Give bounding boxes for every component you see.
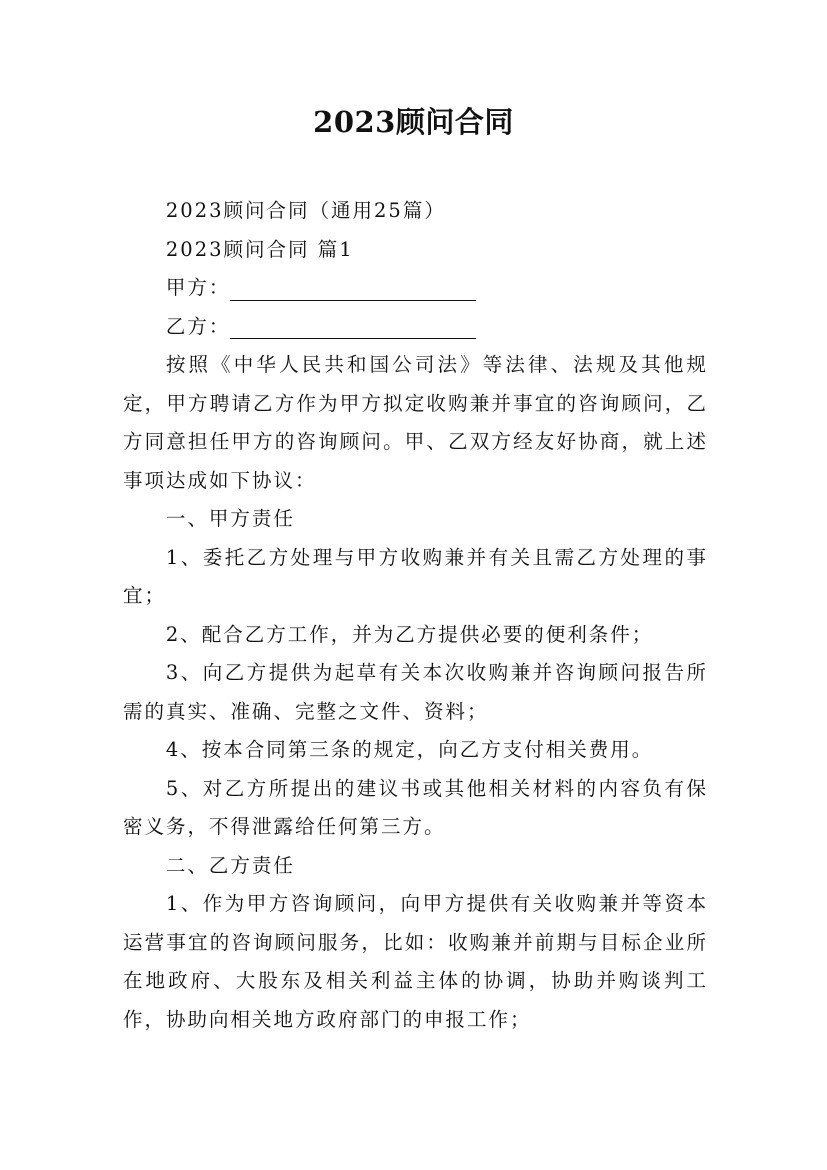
clause-1-title: 一、甲方责任	[165, 507, 295, 530]
clause-1-item: 5、对乙方所提出的建议书或其他相关材料的内容负有保密义务，不得泄露给任何第三方。	[123, 776, 708, 838]
clause-1-item: 3、向乙方提供为起草有关本次收购兼并咨询顾问报告所需的真实、准确、完整之文件、资料；	[123, 661, 708, 723]
clause-2-title: 二、乙方责任	[165, 853, 295, 877]
party-a-label: 甲方：	[165, 276, 231, 299]
clause-1-item: 4、按本合同第三条的规定，向乙方支付相关费用。	[165, 738, 654, 761]
party-b-line	[123, 308, 708, 347]
party-a-line	[123, 269, 708, 308]
document-subtitle: 2023顾问合同（通用25篇）	[165, 199, 446, 222]
intro-paragraph: 按照《中华人民共和国公司法》等法律、法规及其他规定，甲方聘请乙方作为甲方拟定收购兼并事宜的咨询顾问，乙方同意担任甲方的咨询顾问。甲、乙双方经友好协商，就上述事项达成如下协议：	[123, 353, 708, 492]
party-a-blank	[230, 274, 476, 301]
section-heading: 2023顾问合同 篇1	[165, 237, 354, 261]
clause-1-item: 1、委托乙方处理与甲方收购兼并有关且需乙方处理的事宜；	[123, 545, 708, 607]
document-title: 2023顾问合同	[313, 105, 514, 139]
party-b-blank	[230, 312, 476, 339]
document-body	[123, 192, 708, 1039]
clause-1-item: 2、配合乙方工作，并为乙方提供必要的便利条件；	[165, 622, 654, 646]
clause-2-item: 1、作为甲方咨询顾问，向甲方提供有关收购兼并等资本运营事宜的咨询顾问服务，比如：收购兼并前期与目标企业所在地政府、大股东及相关利益主体的协调，协助并购谈判工作，协助向相关地方政府部门的申报工作；	[123, 892, 708, 1031]
party-b-label: 乙方：	[165, 314, 231, 338]
